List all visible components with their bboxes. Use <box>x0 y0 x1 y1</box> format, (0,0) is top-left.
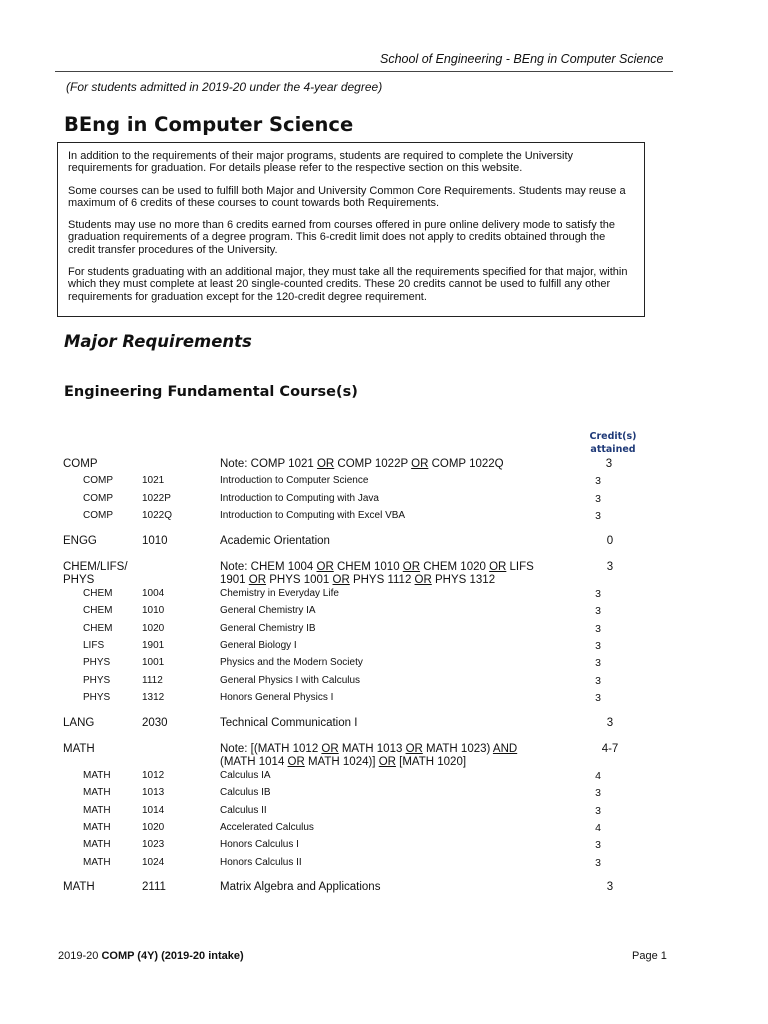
course-number: 1020 <box>142 622 165 634</box>
course-code: MATH <box>83 770 111 781</box>
note-paragraph: For students graduating with an additional major, they must take all the requirements specified for that major, within which they must complete at least 20 single-counted credits. These 20 credits cannot be used to fulfill any other requirements for graduation except for the 120-credit degree requirement. <box>68 266 628 303</box>
major-requirements-heading: Major Requirements <box>64 332 252 351</box>
course-credits: 3 <box>595 856 601 869</box>
course-code: MATH <box>63 881 95 893</box>
course-credits: 3 <box>595 657 601 670</box>
course-credits: 3 <box>606 881 614 893</box>
running-header: School of Engineering - BEng in Computer Science <box>380 52 664 66</box>
course-number: 1013 <box>142 787 165 799</box>
course-code: PHYS <box>83 657 111 669</box>
course-number: 1010 <box>142 605 165 617</box>
course-title: Honors Calculus I <box>220 839 299 851</box>
course-credits: 3 <box>595 475 601 487</box>
course-title: General Chemistry IA <box>220 605 316 617</box>
course-code: CHEM <box>83 588 113 599</box>
course-code: MATH <box>83 787 111 799</box>
group-note: Note: COMP 1021 OR COMP 1022P OR COMP 1022Q <box>220 458 504 470</box>
course-title: Calculus IB <box>220 787 271 799</box>
course-code: ENGG <box>63 535 97 547</box>
course-number: 2111 <box>142 881 166 893</box>
course-code: COMP <box>83 492 113 504</box>
course-title: Physics and the Modern Society <box>220 657 363 669</box>
footer-year: 2019-20 <box>58 950 102 962</box>
course-number: 1022P <box>142 492 171 504</box>
course-title: Chemistry in Everyday Life <box>220 588 339 599</box>
group-code: CHEM/LIFS/ PHYS <box>63 561 128 586</box>
footer-program <box>58 950 244 962</box>
course-credits: 3 <box>595 639 601 652</box>
course-number: 1010 <box>142 535 168 547</box>
course-title: General Biology I <box>220 639 297 651</box>
course-code: COMP <box>83 475 113 486</box>
course-title: Introduction to Computing with Excel VBA <box>220 510 406 521</box>
course-number: 1012 <box>142 770 165 781</box>
group-credits: 4-7 <box>601 743 619 755</box>
footer-program-code: COMP (4Y) (2019-20 intake) <box>101 950 244 962</box>
course-number: 1112 <box>142 674 163 686</box>
course-number: 2030 <box>142 717 168 729</box>
group-credits: 3 <box>606 561 614 573</box>
course-code: COMP <box>83 510 113 521</box>
requirements-notes-box <box>57 142 645 317</box>
course-credits: 3 <box>595 492 601 505</box>
page-number: Page 1 <box>632 950 667 962</box>
admission-note: (For students admitted in 2019-20 under the 4-year degree) <box>66 80 383 94</box>
group-note: Note: [(MATH 1012 OR MATH 1013 OR MATH 1023) AND (MATH 1014 OR MATH 1024)] OR [MATH 1020] <box>220 743 518 768</box>
course-title: Introduction to Computer Science <box>220 475 369 486</box>
course-title: Academic Orientation <box>220 535 330 547</box>
course-title: Introduction to Computing with Java <box>220 492 379 504</box>
course-title: General Chemistry IB <box>220 622 316 634</box>
group-note: Note: CHEM 1004 OR CHEM 1010 OR CHEM 1020 OR LIFS 1901 OR PHYS 1001 OR PHYS 1112 OR PHYS 1312 <box>220 561 534 586</box>
course-credits: 4 <box>595 770 601 782</box>
page-title: BEng in Computer Science <box>64 113 354 136</box>
course-code: MATH <box>83 856 111 868</box>
course-credits: 3 <box>595 510 601 522</box>
engineering-fundamental-heading: Engineering Fundamental Course(s) <box>64 384 358 400</box>
course-number: 1021 <box>142 475 165 486</box>
group-credits: 3 <box>605 458 613 470</box>
course-title: Matrix Algebra and Applications <box>220 881 381 893</box>
course-code: MATH <box>83 839 111 851</box>
course-code: MATH <box>83 804 111 816</box>
course-title: Calculus IA <box>220 770 271 781</box>
course-credits: 4 <box>595 821 601 834</box>
group-code: COMP <box>63 458 98 470</box>
course-code: LANG <box>63 717 95 729</box>
group-code: MATH <box>63 743 95 755</box>
course-code: PHYS <box>83 691 111 703</box>
course-number: 1901 <box>142 639 165 651</box>
course-number: 1014 <box>142 804 165 816</box>
course-code: LIFS <box>83 639 105 651</box>
course-number: 1001 <box>142 657 165 669</box>
course-credits: 3 <box>595 605 601 618</box>
course-number: 1004 <box>142 588 165 599</box>
course-code: CHEM <box>83 605 113 617</box>
note-paragraph: In addition to the requirements of their major programs, students are required to complete the University requirements for graduation. For details please refer to the respective section on this website. <box>68 150 574 175</box>
course-credits: 0 <box>606 535 614 547</box>
course-title: Technical Communication I <box>220 717 358 729</box>
course-title: Honors General Physics I <box>220 691 334 703</box>
course-credits: 3 <box>606 717 614 729</box>
header-rule <box>55 71 673 72</box>
course-credits: 3 <box>595 787 601 800</box>
course-number: 1020 <box>142 821 165 833</box>
course-number: 1024 <box>142 856 165 868</box>
course-credits: 3 <box>595 674 601 687</box>
course-title: Calculus II <box>220 804 267 816</box>
course-credits: 3 <box>595 691 601 704</box>
course-number: 1312 <box>142 691 165 703</box>
course-credits: 3 <box>595 622 601 635</box>
course-credits: 3 <box>595 804 601 817</box>
course-credits: 3 <box>595 588 601 600</box>
course-number: 1022Q <box>142 510 173 521</box>
course-title: Honors Calculus II <box>220 856 302 868</box>
course-title: Accelerated Calculus <box>220 821 314 833</box>
course-title: General Physics I with Calculus <box>220 674 361 686</box>
course-code: PHYS <box>83 674 111 686</box>
note-paragraph: Some courses can be used to fulfill both Major and University Common Core Requirements. Students may reuse a maximum of 6 credits of these courses to count towards both Requirements. <box>68 184 626 209</box>
course-code: CHEM <box>83 622 113 634</box>
credits-column-header: Credit(s) attained <box>589 431 637 455</box>
course-credits: 3 <box>595 839 601 852</box>
course-number: 1023 <box>142 839 165 851</box>
note-paragraph: Students may use no more than 6 credits earned from courses offered in pure online delivery mode to satisfy the graduation requirements of a degree program. This 6-credit limit does not apply to credits obtained through the credit transfer procedures of the University. <box>68 219 616 256</box>
course-code: MATH <box>83 821 111 833</box>
